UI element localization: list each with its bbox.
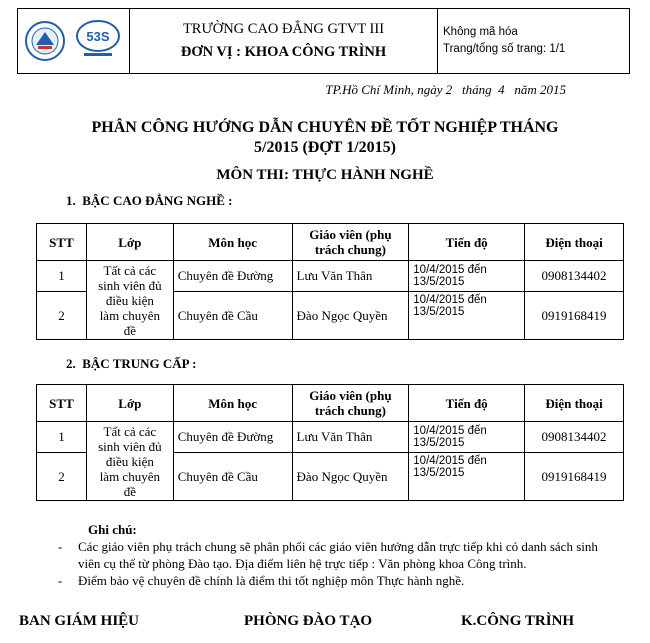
section-1-heading — [66, 193, 232, 209]
col-phone: Điện thoại — [525, 385, 624, 422]
meta-cell — [438, 9, 630, 74]
school-name: TRƯỜNG CAO ĐẲNG GTVT III — [182, 21, 385, 37]
cell-teacher: Đào Ngọc Quyền — [292, 453, 409, 501]
class-line: điều kiện — [105, 453, 154, 469]
class-line: làm chuyên — [99, 307, 160, 323]
cell-phone: 0919168419 — [525, 292, 624, 340]
title-line-2: 5/2015 (ĐỢT 1/2015) — [254, 139, 396, 156]
cell-progress: 10/4/2015 đến 13/5/2015 — [409, 261, 525, 292]
signature-board: BAN GIÁM HIỆU — [19, 613, 140, 629]
document-header — [17, 8, 630, 74]
col-phone: Điện thoại — [525, 224, 624, 261]
cell-stt: 2 — [37, 292, 87, 340]
note-item — [58, 538, 608, 572]
unit-logo-icon — [74, 18, 122, 58]
col-gv — [292, 224, 409, 261]
notes-block — [58, 521, 608, 589]
cell-progress: 10/4/2015 đến 13/5/2015 — [409, 422, 525, 453]
section-1-title: BẬC CAO ĐẲNG NGHỀ : — [82, 193, 233, 208]
col-mon: Môn học — [173, 385, 292, 422]
document-title — [40, 118, 610, 158]
subject-heading: MÔN THI: THỰC HÀNH NGHỀ — [216, 167, 434, 183]
cell-progress: 10/4/2015 đến 13/5/2015 — [409, 453, 525, 501]
notes-heading: Ghi chú: — [88, 522, 137, 537]
col-mon: Môn học — [173, 224, 292, 261]
unit-name: ĐƠN VỊ : KHOA CÔNG TRÌNH — [180, 44, 387, 60]
cell-stt: 1 — [37, 422, 87, 453]
page-count: Trang/tổng số trang: 1/1 — [443, 43, 566, 55]
cell-teacher: Lưu Văn Thân — [292, 261, 409, 292]
cell-phone: 0908134402 — [525, 261, 624, 292]
col-lop: Lớp — [86, 385, 173, 422]
cell-stt: 1 — [37, 261, 87, 292]
cell-subject: Chuyên đề Đường — [173, 261, 292, 292]
col-gv-line1: Giáo viên (phụ — [309, 227, 392, 242]
cell-subject: Chuyên đề Cầu — [173, 292, 292, 340]
logo2-text: 53S — [86, 29, 110, 44]
note-text: Các giáo viên phụ trách chung sẽ phân phối các giáo viên hướng dẫn trực tiếp khi có danh sách sinh viên cụ thể từ phòng Đào tạo. Địa điểm liên hệ trực tiếp : Văn phòng khoa Công trình. — [78, 539, 598, 571]
section-2-heading — [66, 356, 197, 372]
note-dash: - — [58, 573, 63, 588]
signature-faculty: K.CÔNG TRÌNH — [461, 613, 575, 629]
col-tiendo: Tiến độ — [409, 224, 525, 261]
school-logo-icon — [24, 20, 66, 62]
note-text: Điểm bảo vệ chuyên đề chính là điểm thi tốt nghiệp môn Thực hành nghề. — [78, 573, 465, 588]
section-2-number: 2. — [66, 356, 76, 371]
class-line: điều kiện — [105, 292, 154, 308]
table-row — [37, 422, 624, 453]
class-line: sinh viên đủ — [98, 438, 162, 454]
doc-code: Không mã hóa — [443, 26, 518, 38]
col-gv-line1: Giáo viên (phụ — [309, 388, 392, 403]
title-line-1: PHÂN CÔNG HƯỚNG DẪN CHUYÊN ĐỀ TỐT NGHIỆP THÁNG — [91, 119, 559, 136]
cell-phone: 0919168419 — [525, 453, 624, 501]
cell-class — [86, 422, 173, 501]
class-line: Tất cả các — [103, 262, 157, 278]
cell-phone: 0908134402 — [525, 422, 624, 453]
class-line: làm chuyên — [99, 468, 160, 484]
cell-subject: Chuyên đề Đường — [173, 422, 292, 453]
section-1-number: 1. — [66, 193, 76, 208]
signature-training: PHÒNG ĐÀO TẠO — [244, 613, 373, 629]
cell-subject: Chuyên đề Cầu — [173, 453, 292, 501]
table-header-row — [37, 385, 624, 422]
logos-cell — [18, 9, 130, 74]
cell-progress: 10/4/2015 đến 13/5/2015 — [409, 292, 525, 340]
org-cell — [130, 9, 438, 74]
class-line: sinh viên đủ — [98, 277, 162, 293]
table-header-row — [37, 224, 624, 261]
cell-teacher: Lưu Văn Thân — [292, 422, 409, 453]
note-item — [58, 572, 608, 589]
date-line: TP.Hồ Chí Minh, ngày 2 tháng 4 năm 2015 — [325, 82, 566, 97]
class-line: đề — [123, 322, 136, 338]
class-line: đề — [123, 483, 136, 499]
cell-stt: 2 — [37, 453, 87, 501]
note-dash: - — [58, 539, 63, 554]
col-gv-line2: trách chung) — [314, 242, 386, 257]
section-2-title: BẬC TRUNG CẤP : — [82, 356, 197, 371]
assignment-table-2 — [36, 384, 624, 501]
col-stt: STT — [37, 385, 87, 422]
col-tiendo: Tiến độ — [409, 385, 525, 422]
cell-class — [86, 261, 173, 340]
cell-teacher: Đào Ngọc Quyền — [292, 292, 409, 340]
col-lop: Lớp — [86, 224, 173, 261]
col-gv — [292, 385, 409, 422]
class-line: Tất cả các — [103, 423, 157, 439]
col-stt: STT — [37, 224, 87, 261]
assignment-table-1 — [36, 223, 624, 340]
table-row — [37, 261, 624, 292]
col-gv-line2: trách chung) — [314, 403, 386, 418]
